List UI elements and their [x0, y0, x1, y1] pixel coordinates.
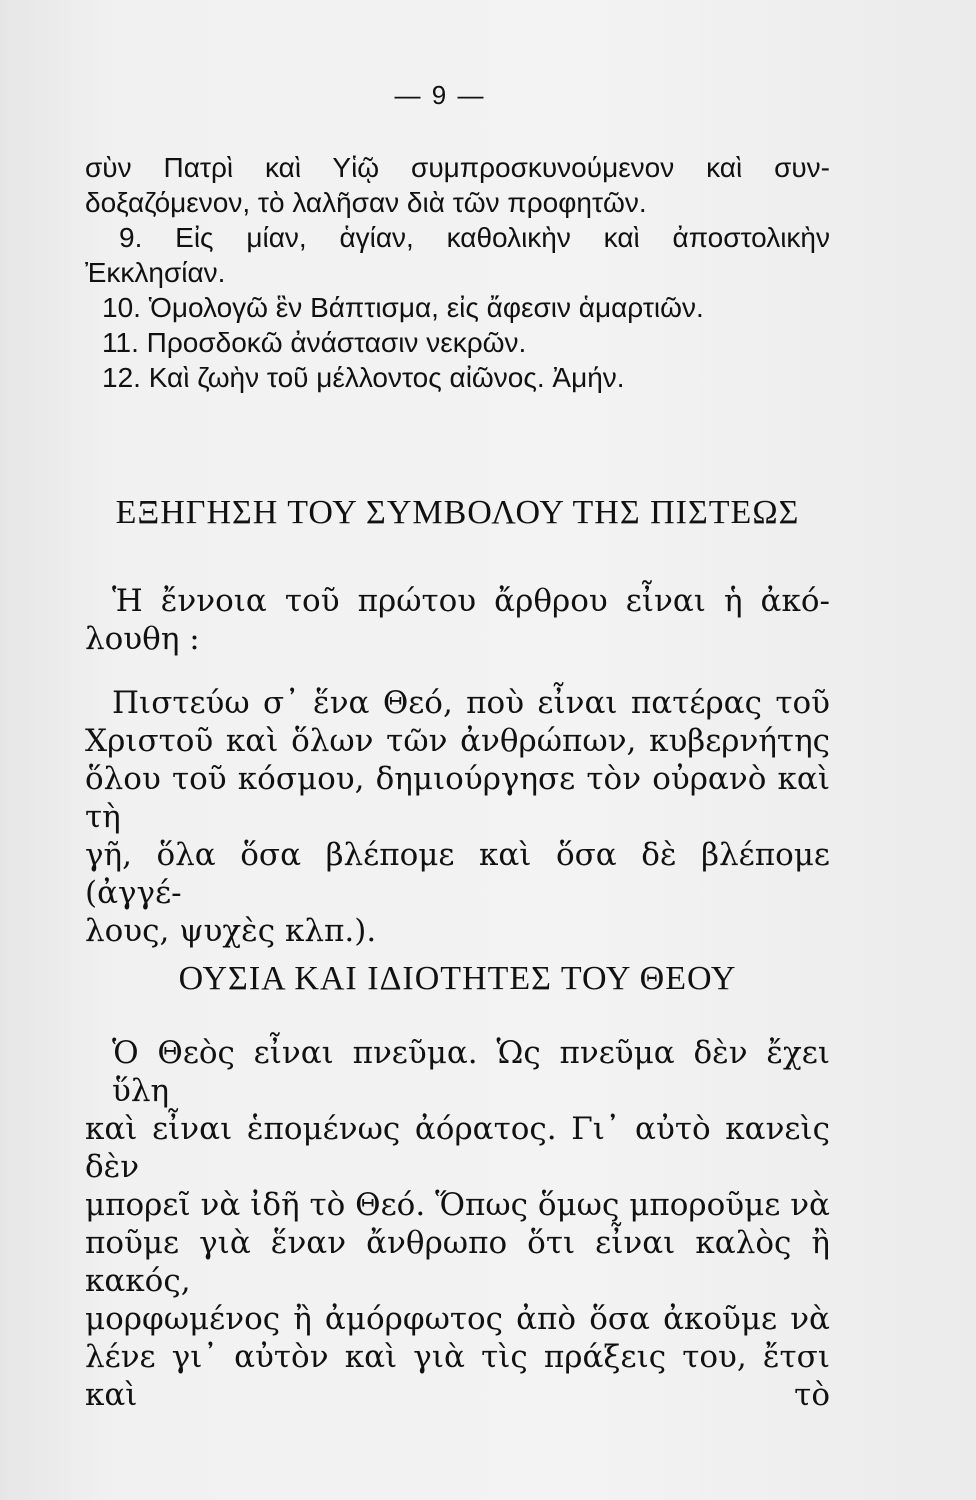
- intro-line-2: λουθη :: [85, 621, 200, 657]
- essence-line-1: Ὁ Θεὸς εἶναι πνεῦμα. Ὡς πνεῦμα δὲν ἔχει ὕλη: [112, 1035, 830, 1109]
- creed-item-12: 12. Καὶ ζωὴν τοῦ μέλλοντος αἰῶνος. Ἀμήν.: [102, 362, 625, 393]
- creed-item-10: 10. Ὁμολογῶ ἓν Βάπτισμα, εἰς ἄφεσιν ἁμαρτιῶν.: [102, 292, 704, 323]
- intro-line-1: Ἡ ἔννοια τοῦ πρώτου ἄρθρου εἶναι ἡ ἀκό-: [112, 583, 830, 619]
- body-line-4: γῆ, ὅλα ὅσα βλέπομε καὶ ὅσα δὲ βλέπομε (ἀγγέ-: [85, 837, 830, 911]
- essence-line-5: μορφωμένος ἢ ἀμόρφωτος ἀπὸ ὅσα ἀκοῦμε νὰ: [85, 1301, 830, 1337]
- creed-item-11: 11. Προσδοκῶ ἀνάστασιν νεκρῶν.: [102, 327, 527, 358]
- explanation-body: [85, 684, 830, 950]
- body-line-2: Χριστοῦ καὶ ὅλων τῶν ἀνθρώπων, κυβερνήτης: [85, 723, 830, 759]
- creed-line-1: σὺν Πατρὶ καὶ Υἱῷ συμπροσκυνούμενον καὶ συν-: [85, 152, 830, 183]
- creed-item-9-line-1: 9. Εἰς μίαν, ἁγίαν, καθολικὴν καὶ ἀποστολικὴν: [119, 222, 830, 253]
- page-number: — 9 —: [394, 80, 486, 110]
- essence-line-3: μπορεῖ νὰ ἰδῆ τὸ Θεό. Ὅπως ὅμως μποροῦμε νὰ: [85, 1187, 830, 1223]
- explanation-intro: [85, 582, 830, 658]
- essence-line-6: λένε γι᾿ αὐτὸν καὶ γιὰ τὶς πράξεις του, ἔτσι καὶ τὸ: [85, 1339, 830, 1413]
- essence-line-2: καὶ εἶναι ἑπομένως ἀόρατος. Γι᾿ αὐτὸ κανεὶς δὲν: [85, 1111, 830, 1185]
- body-line-3: ὅλου τοῦ κόσμου, δημιούργησε τὸν οὐρανὸ καὶ τὴ: [85, 761, 830, 835]
- body-line-1: Πιστεύω σ᾿ ἕνα Θεό, ποὺ εἶναι πατέρας τοῦ: [112, 685, 830, 721]
- creed-item-9-line-2: Ἐκκλησίαν.: [85, 257, 226, 288]
- body-line-5: λους, ψυχὲς κλπ.).: [85, 913, 377, 949]
- creed-line-2: δοξαζόμενον, τὸ λαλῆσαν διὰ τῶν προφητῶν.: [85, 187, 647, 218]
- essence-line-4: ποῦμε γιὰ ἕναν ἄνθρωπο ὅτι εἶναι καλὸς ἢ κακός,: [85, 1225, 830, 1299]
- essence-body: [85, 1034, 830, 1414]
- section-heading-explanation: ΕΞΗΓΗΣΗ ΤΟΥ ΣΥΜΒΟΛΟΥ ΤΗΣ ΠΙΣΤΕΩΣ: [115, 494, 800, 531]
- section-heading-essence: ΟΥΣΙΑ ΚΑΙ ΙΔΙΟΤΗΤΕΣ ΤΟΥ ΘΕΟΥ: [178, 960, 737, 997]
- creed-ending: [85, 150, 830, 395]
